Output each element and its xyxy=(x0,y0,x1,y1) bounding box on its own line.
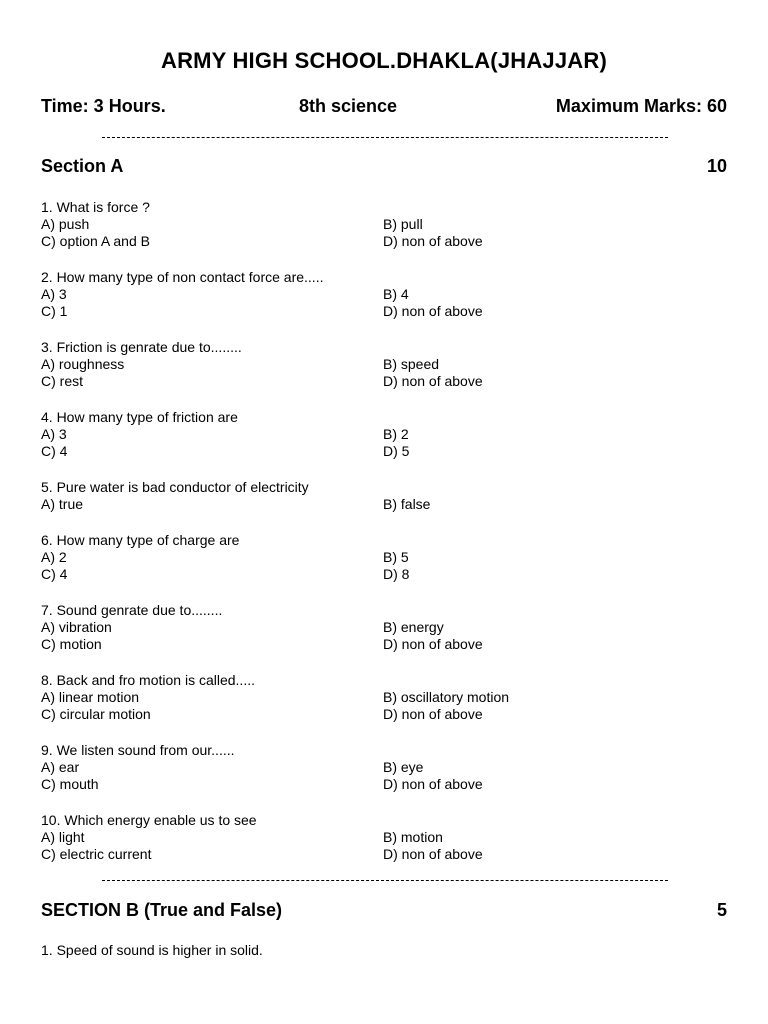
option-b: B) 2 xyxy=(383,426,409,442)
question-text: 6. How many type of charge are xyxy=(41,532,240,548)
option-a: A) linear motion xyxy=(41,689,140,705)
option-c: C) motion xyxy=(41,636,102,652)
option-row xyxy=(41,689,727,706)
option-row xyxy=(41,373,727,390)
exam-max-marks: Maximum Marks: 60 xyxy=(555,96,727,116)
option-d: D) non of above xyxy=(383,303,483,319)
option-d: D) non of above xyxy=(383,776,483,792)
option-d: D) non of above xyxy=(383,706,483,722)
option-c: C) 4 xyxy=(41,443,68,459)
section-a-header xyxy=(41,156,727,182)
option-row xyxy=(41,286,727,303)
section-a-title: Section A xyxy=(41,156,124,176)
section-b-marks: 5 xyxy=(716,900,727,920)
question-item xyxy=(41,269,727,320)
option-a: A) 3 xyxy=(41,286,67,302)
exam-meta xyxy=(41,96,727,122)
option-b: B) motion xyxy=(383,829,443,845)
question-item xyxy=(41,812,727,863)
divider xyxy=(102,880,668,881)
option-row xyxy=(41,759,727,776)
option-row xyxy=(41,549,727,566)
question-text: 1. Speed of sound is higher in solid. xyxy=(41,942,263,958)
question-item xyxy=(41,672,727,723)
question-item xyxy=(41,742,727,793)
option-b: B) oscillatory motion xyxy=(383,689,510,705)
question-item xyxy=(41,602,727,653)
question-text: 1. What is force ? xyxy=(41,199,150,215)
option-row xyxy=(41,443,727,460)
option-d: D) non of above xyxy=(383,636,483,652)
option-a: A) true xyxy=(41,496,84,512)
option-b: B) false xyxy=(383,496,431,512)
option-d: D) non of above xyxy=(383,233,483,249)
option-a: A) roughness xyxy=(41,356,125,372)
option-c: C) mouth xyxy=(41,776,99,792)
option-row xyxy=(41,706,727,723)
question-text: 2. How many type of non contact force are..... xyxy=(41,269,324,285)
option-b: B) 5 xyxy=(383,549,409,565)
option-row xyxy=(41,846,727,863)
option-a: A) push xyxy=(41,216,90,232)
option-b: B) pull xyxy=(383,216,423,232)
option-a: A) light xyxy=(41,829,85,845)
option-row xyxy=(41,829,727,846)
option-row xyxy=(41,426,727,443)
section-b-header xyxy=(41,900,727,926)
question-text: 9. We listen sound from our...... xyxy=(41,742,235,758)
option-b: B) speed xyxy=(383,356,440,372)
question-text: 4. How many type of friction are xyxy=(41,409,238,425)
question-item xyxy=(41,532,727,583)
option-d: D) non of above xyxy=(383,846,483,862)
exam-time: Time: 3 Hours. xyxy=(41,96,166,116)
option-row xyxy=(41,303,727,320)
option-c: C) 1 xyxy=(41,303,68,319)
option-c: C) rest xyxy=(41,373,83,389)
option-row xyxy=(41,566,727,583)
question-text: 3. Friction is genrate due to........ xyxy=(41,339,242,355)
option-row xyxy=(41,636,727,653)
option-d: D) 8 xyxy=(383,566,410,582)
option-row xyxy=(41,233,727,250)
divider xyxy=(102,137,668,138)
question-item xyxy=(41,199,727,250)
question-item xyxy=(41,942,727,959)
question-text: 10. Which energy enable us to see xyxy=(41,812,257,828)
question-item xyxy=(41,409,727,460)
option-a: A) ear xyxy=(41,759,80,775)
option-c: C) electric current xyxy=(41,846,152,862)
option-row xyxy=(41,496,727,513)
option-a: A) vibration xyxy=(41,619,112,635)
question-item xyxy=(41,479,727,513)
section-a-marks: 10 xyxy=(706,156,727,176)
option-row xyxy=(41,776,727,793)
option-row xyxy=(41,356,727,373)
option-b: B) eye xyxy=(383,759,424,775)
option-c: C) 4 xyxy=(41,566,68,582)
exam-subject: 8th science xyxy=(299,96,398,116)
option-b: B) energy xyxy=(383,619,444,635)
section-b-title: SECTION B (True and False) xyxy=(41,900,283,920)
option-b: B) 4 xyxy=(383,286,409,302)
option-a: A) 2 xyxy=(41,549,67,565)
question-text: 7. Sound genrate due to........ xyxy=(41,602,223,618)
option-row xyxy=(41,619,727,636)
option-row xyxy=(41,216,727,233)
school-title: ARMY HIGH SCHOOL.DHAKLA(JHAJJAR) xyxy=(160,48,607,73)
option-c: C) circular motion xyxy=(41,706,151,722)
question-text: 5. Pure water is bad conductor of electricity xyxy=(41,479,309,495)
option-d: D) non of above xyxy=(383,373,483,389)
option-d: D) 5 xyxy=(383,443,410,459)
option-a: A) 3 xyxy=(41,426,67,442)
option-c: C) option A and B xyxy=(41,233,150,249)
question-text: 8. Back and fro motion is called..... xyxy=(41,672,255,688)
question-item xyxy=(41,339,727,390)
